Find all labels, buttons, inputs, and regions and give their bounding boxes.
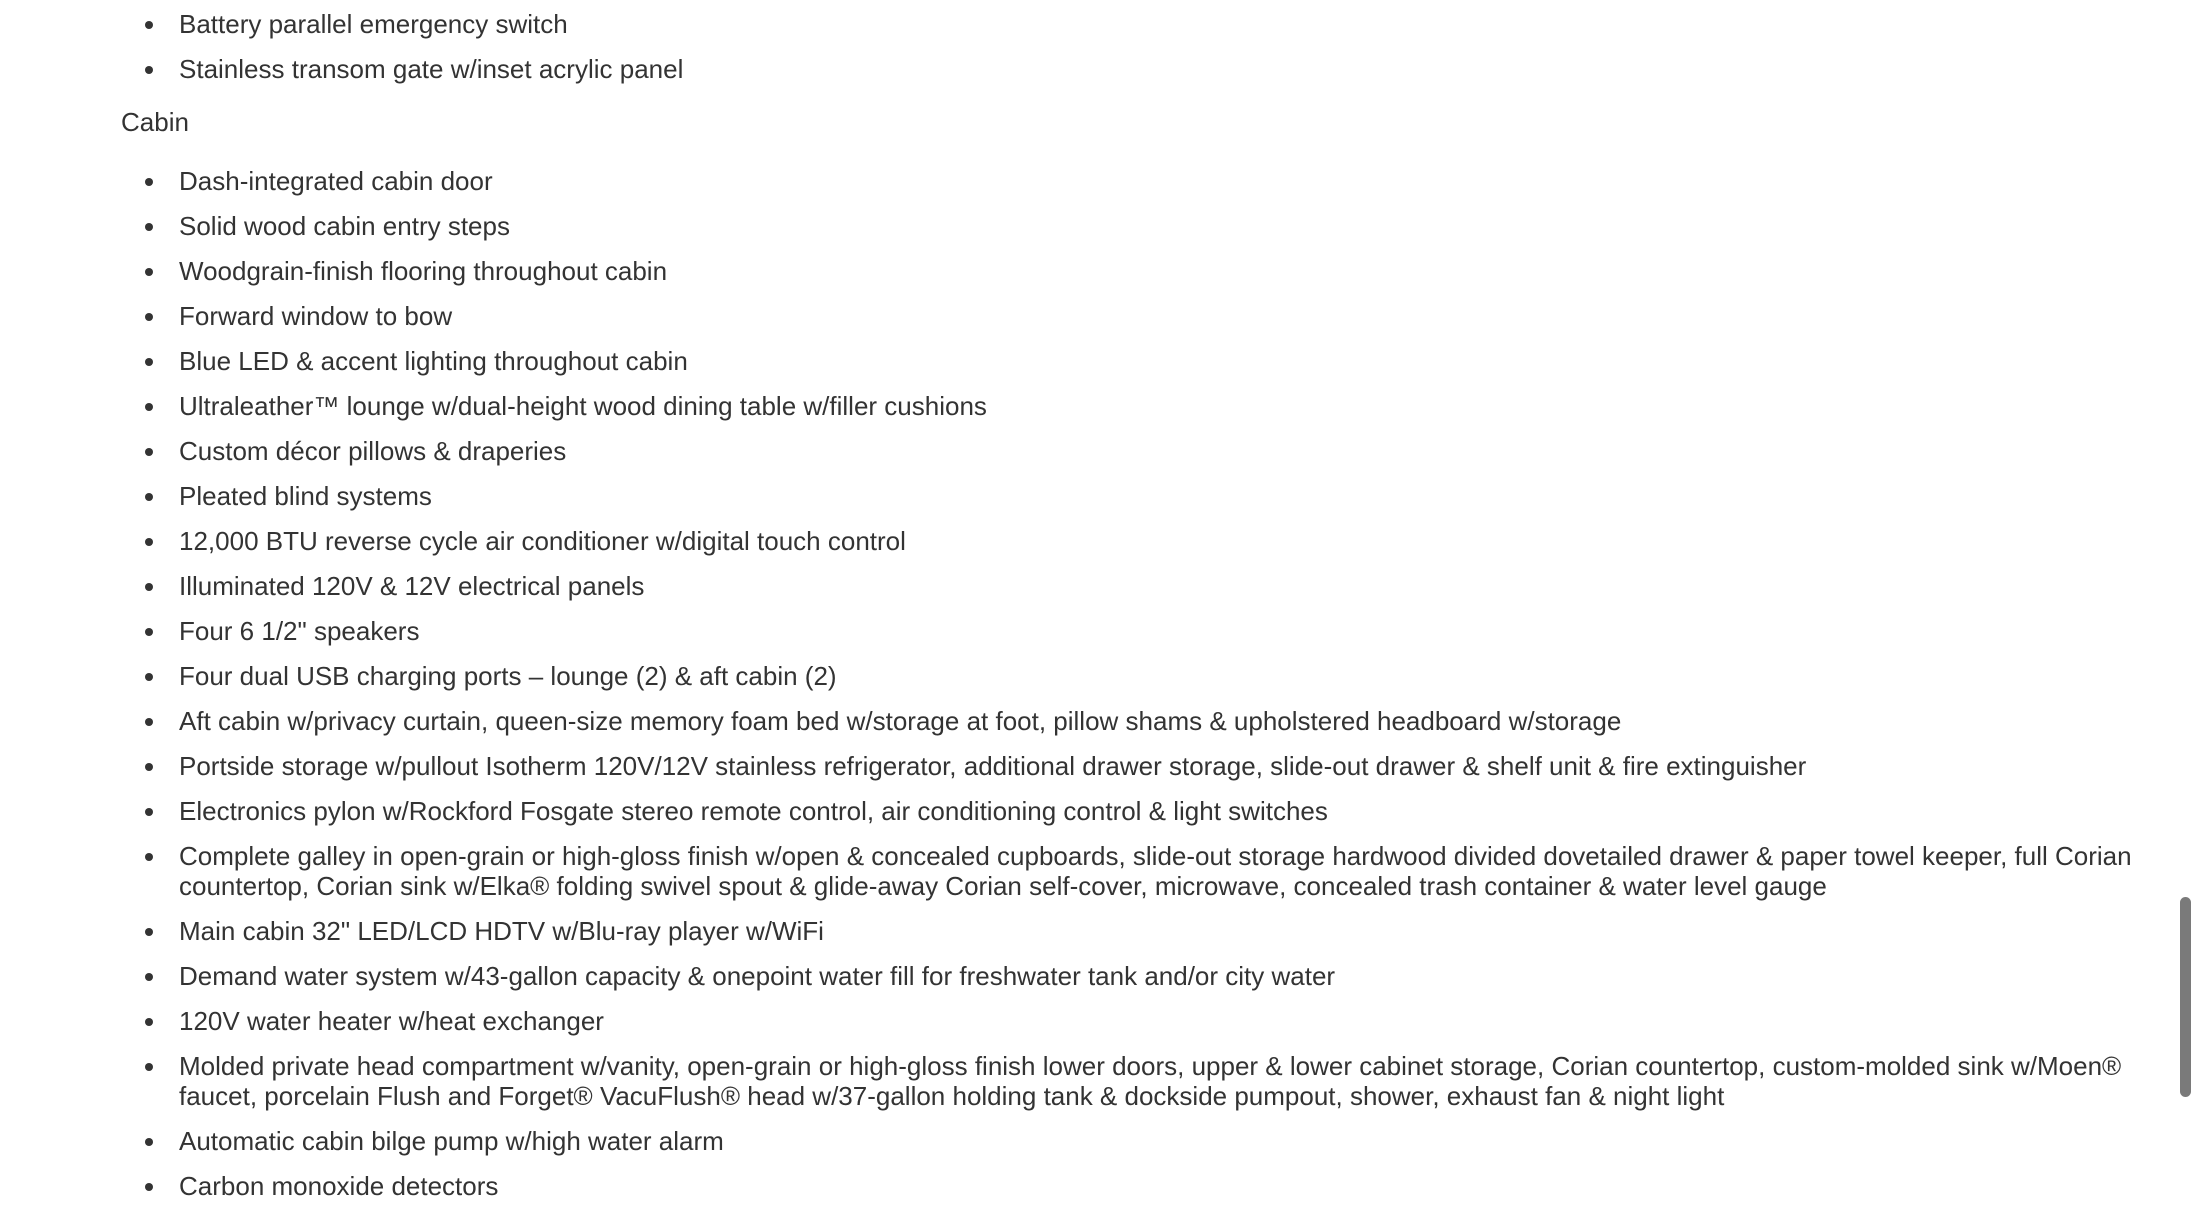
list-item: Solid wood cabin entry steps bbox=[0, 211, 2159, 241]
vertical-scrollbar[interactable] bbox=[2170, 0, 2194, 1200]
cabin-feature-list bbox=[0, 166, 2159, 1216]
list-item: Blue LED & accent lighting throughout cabin bbox=[0, 346, 2159, 376]
list-item: 120V water heater w/heat exchanger bbox=[0, 1006, 2159, 1036]
list-item: Custom décor pillows & draperies bbox=[0, 436, 2159, 466]
list-item: Aft cabin w/privacy curtain, queen-size memory foam bed w/storage at foot, pillow shams & upholstered headboard w/storage bbox=[0, 706, 2159, 736]
list-item: Illuminated 120V & 12V electrical panels bbox=[0, 571, 2159, 601]
list-item: Dash-integrated cabin door bbox=[0, 166, 2159, 196]
list-item: Complete galley in open-grain or high-gloss finish w/open & concealed cupboards, slide-out storage hardwood divided dovetailed drawer & paper towel keeper, full Corian countertop, Corian sink w/Elka® folding swivel spout & glide-away Corian self-cover, microwave, concealed trash container & water level gauge bbox=[0, 841, 2159, 901]
top-feature-list bbox=[0, 9, 683, 99]
list-item: Forward window to bow bbox=[0, 301, 2159, 331]
list-item: Electronics pylon w/Rockford Fosgate stereo remote control, air conditioning control & light switches bbox=[0, 796, 2159, 826]
list-item: Carbon monoxide detectors bbox=[0, 1171, 2159, 1201]
scrollbar-thumb[interactable] bbox=[2180, 897, 2191, 1097]
list-item: Woodgrain-finish flooring throughout cabin bbox=[0, 256, 2159, 286]
list-item: Main cabin 32" LED/LCD HDTV w/Blu-ray player w/WiFi bbox=[0, 916, 2159, 946]
list-item: Portside storage w/pullout Isotherm 120V/12V stainless refrigerator, additional drawer storage, slide-out drawer & shelf unit & fire extinguisher bbox=[0, 751, 2159, 781]
list-item: Battery parallel emergency switch bbox=[0, 9, 683, 39]
list-item: Stainless transom gate w/inset acrylic panel bbox=[0, 54, 683, 84]
section-heading-cabin: Cabin bbox=[121, 107, 189, 137]
list-item: Demand water system w/43-gallon capacity & onepoint water fill for freshwater tank and/or city water bbox=[0, 961, 2159, 991]
list-item: 12,000 BTU reverse cycle air conditioner w/digital touch control bbox=[0, 526, 2159, 556]
list-item: Pleated blind systems bbox=[0, 481, 2159, 511]
list-item: Molded private head compartment w/vanity, open-grain or high-gloss finish lower doors, upper & lower cabinet storage, Corian countertop, custom-molded sink w/Moen® faucet, porcelain Flush and Forget® VacuFlush® head w/37-gallon holding tank & dockside pumpout, shower, exhaust fan & night light bbox=[0, 1051, 2159, 1111]
list-item: Automatic cabin bilge pump w/high water alarm bbox=[0, 1126, 2159, 1156]
list-item: Four 6 1/2" speakers bbox=[0, 616, 2159, 646]
list-item: Four dual USB charging ports – lounge (2) & aft cabin (2) bbox=[0, 661, 2159, 691]
list-item: Ultraleather™ lounge w/dual-height wood dining table w/filler cushions bbox=[0, 391, 2159, 421]
